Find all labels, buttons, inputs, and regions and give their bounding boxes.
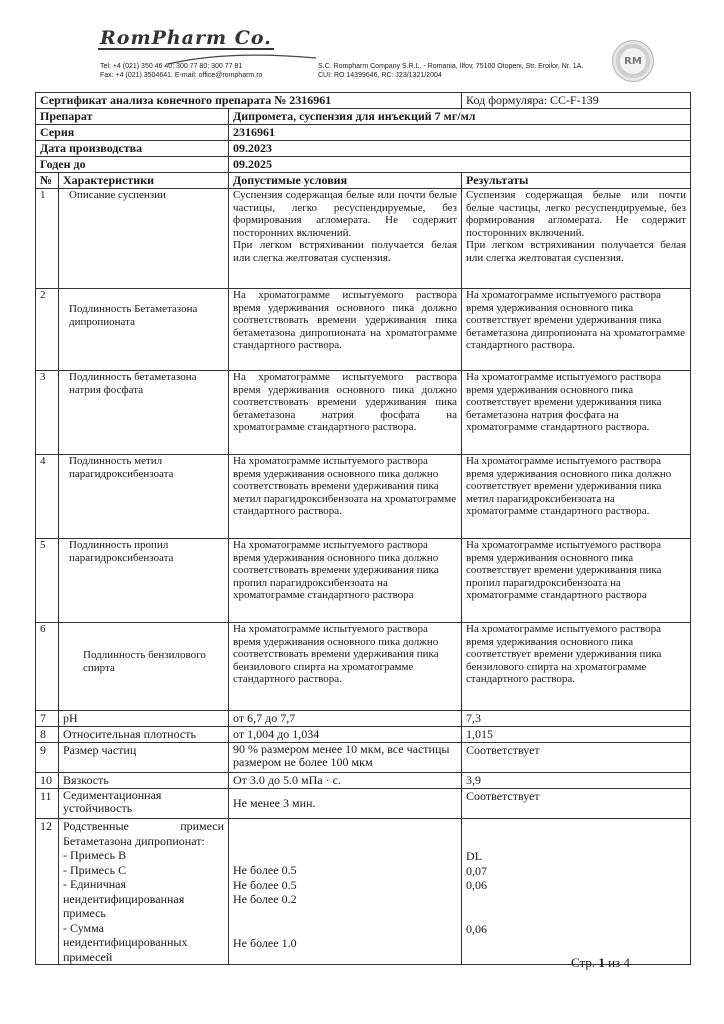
row-conditions: На хроматограмме испытуемого раствора время удерживания основного пика должно соответствовать времени удерживания пика пропил парагидроксибензоата на хроматограмме стандартного раствора	[229, 539, 462, 623]
impurities-heading: Родственные примеси	[63, 819, 224, 833]
row-result: 1,015	[462, 727, 691, 743]
meta-label: Препарат	[36, 109, 229, 125]
page-sep: из	[608, 955, 621, 970]
row-characteristic: pH	[59, 711, 229, 727]
row-result: На хроматограмме испытуемого раствора время удерживания основного пика соответствует времени удерживания пика бензилового спирта на хроматограмме стандартного раствора.	[462, 623, 691, 711]
meta-row-batch	[36, 125, 691, 141]
certificate-title: Сертификат анализа конечного препарата № 2316961	[36, 93, 462, 109]
conditions-text-2: При легком встряхивании получается белая или слегка желтоватая суспензия.	[233, 239, 458, 264]
meta-value: 2316961	[229, 125, 691, 141]
row-characteristic: Седиментационная устойчивость	[59, 789, 229, 819]
page-prefix: Стр.	[571, 955, 596, 970]
meta-value: 09.2025	[229, 157, 691, 173]
fax-line: Fax: +4 (021) 3504641. E-mail: office@rompharm.ro	[100, 72, 263, 79]
impurity-name: - Примесь C	[63, 862, 127, 877]
col-num-header: №	[36, 173, 59, 189]
row-result: На хроматограмме испытуемого раствора время удерживания основного пика соответствует времени удерживания пика бетаметазона натрия фосфата на хроматограмме стандартного раствора.	[462, 371, 691, 455]
row-num: 4	[36, 455, 59, 539]
impurity-result: 0,06	[466, 921, 488, 936]
meta-value: Дипромета, суспензия для инъекций 7 мг/мл	[229, 109, 691, 125]
col-characteristic-header: Характеристики	[59, 173, 229, 189]
table-row	[36, 727, 691, 743]
certificate-title-row	[36, 93, 691, 109]
meta-row-product	[36, 109, 691, 125]
result-text: Суспензия содержащая белые или почти белые частицы, легко ресуспендируемые, без формирования агломерата. Не содержит посторонних включений.	[466, 189, 687, 239]
table-row	[36, 743, 691, 773]
table-row	[36, 773, 691, 789]
form-code: Код формуляра: CC-F-139	[462, 93, 691, 109]
page-current: 1	[598, 955, 605, 970]
row-num: 3	[36, 371, 59, 455]
impurity-name: - Сумма неидентифицированных примесей	[63, 920, 188, 964]
row-num: 11	[36, 789, 59, 819]
table-row	[36, 819, 691, 965]
impurity-limit: Не более 0.2	[233, 892, 297, 906]
table-row	[36, 789, 691, 819]
table-row	[36, 371, 691, 455]
row-conditions: На хроматограмме испытуемого раствора время удерживания основного пика должно соответствовать времени удерживания пика бетаметазона натрия фосфата на хроматограмме стандартного раствора.	[229, 371, 462, 455]
impurities-subheading: Бетаметазона дипропионат:	[63, 833, 205, 848]
col-conditions-header: Допустимые условия	[229, 173, 462, 189]
row-result: На хроматограмме испытуемого раствора время удерживания основного пика должно соответствует времени удерживания пика метил парагидроксибензоата на хроматограмме стандартного раствора.	[462, 455, 691, 539]
address-block	[318, 62, 583, 80]
row-conditions	[229, 819, 462, 965]
row-conditions: От 3.0 до 5.0 мПа · с.	[229, 773, 462, 789]
row-characteristic: Подлинность метил парагидроксибензоата	[59, 455, 229, 539]
table-row	[36, 189, 691, 289]
meta-label: Серия	[36, 125, 229, 141]
row-result: 3,9	[462, 773, 691, 789]
registration-line: CUI: RO 14399646, RC: J23/1321/2004	[318, 72, 442, 79]
impurity-limit: Не более 0.5	[233, 877, 297, 892]
row-num: 8	[36, 727, 59, 743]
row-characteristic: Подлинность бетаметазона натрия фосфата	[59, 371, 229, 455]
phone-line: Tel: +4 (021) 350 46 40; 300 77 80; 300 77 81	[100, 63, 243, 70]
row-characteristic: Подлинность пропил парагидроксибензоата	[59, 539, 229, 623]
meta-row-expiry	[36, 157, 691, 173]
row-conditions: Не менее 3 мин.	[229, 789, 462, 819]
impurity-name: - Единичная неидентифицированная примесь	[63, 877, 185, 920]
table-row	[36, 623, 691, 711]
table-row	[36, 711, 691, 727]
company-seal-icon: RM	[612, 40, 654, 82]
row-num: 6	[36, 623, 59, 711]
page-number	[571, 955, 630, 971]
table-row	[36, 455, 691, 539]
row-characteristic: Вязкость	[59, 773, 229, 789]
column-header-row	[36, 173, 691, 189]
row-conditions: На хроматограмме испытуемого раствора время удерживания основного пика должно соответствовать времени удерживания пика метил парагидроксибензоата на хроматограмме стандартного раствора.	[229, 455, 462, 539]
impurity-result: DL	[466, 849, 483, 863]
row-result	[462, 819, 691, 965]
meta-label: Дата производства	[36, 141, 229, 157]
conditions-text: Суспензия содержащая белые или почти белые частицы, легко ресуспендируемые, без формирования агломерата. Не содержит посторонних включений.	[233, 189, 458, 239]
certificate-table	[35, 92, 691, 965]
impurity-result: 0,07	[466, 863, 488, 878]
row-conditions: На хроматограмме испытуемого раствора время удерживания основного пика должно соответствовать времени удерживания пика бензилового спирта на хроматограмме стандартного раствора.	[229, 623, 462, 711]
result-text-2: При легком встряхивании получается белая или слегка желтоватая суспензия.	[466, 239, 687, 264]
row-num: 9	[36, 743, 59, 773]
row-characteristic: Относительная плотность	[59, 727, 229, 743]
impurity-limit: Не более 0.5	[233, 863, 297, 877]
row-characteristic: Описание суспензии	[59, 189, 229, 289]
impurity-name: - Примесь B	[63, 848, 127, 862]
row-characteristic: Размер частиц	[59, 743, 229, 773]
row-result: Соответствует	[462, 743, 691, 773]
row-result: На хроматограмме испытуемого раствора время удерживания основного пика соответствует времени удерживания пика бетаметазона дипропионата на хроматограмме стандартного раствора.	[462, 289, 691, 371]
row-conditions: от 1,004 до 1,034	[229, 727, 462, 743]
page-total: 4	[623, 955, 630, 970]
impurity-result: 0,06	[466, 878, 488, 892]
row-num: 10	[36, 773, 59, 789]
contact-block	[100, 62, 262, 80]
letterhead	[0, 0, 724, 92]
row-result: Соответствует	[462, 789, 691, 819]
row-num: 5	[36, 539, 59, 623]
row-conditions: 90 % размером менее 10 мкм, все частицы размером не более 100 мкм	[229, 743, 462, 773]
col-results-header: Результаты	[462, 173, 691, 189]
table-row	[36, 289, 691, 371]
impurity-limit: Не более 1.0	[233, 935, 297, 950]
meta-value: 09.2023	[229, 141, 691, 157]
row-num: 2	[36, 289, 59, 371]
row-num: 7	[36, 711, 59, 727]
row-conditions	[229, 189, 462, 289]
row-conditions: от 6,7 до 7,7	[229, 711, 462, 727]
table-row	[36, 539, 691, 623]
meta-row-manufacture-date	[36, 141, 691, 157]
row-num: 12	[36, 819, 59, 965]
row-conditions: На хроматограмме испытуемого раствора время удерживания основного пика должно соответствовать времени удерживания пика бетаметазона дипропионата на хроматограмме стандартного раствора.	[229, 289, 462, 371]
row-num: 1	[36, 189, 59, 289]
row-result	[462, 189, 691, 289]
row-result: На хроматограмме испытуемого раствора время удерживания основного пика соответствует времени удерживания пика пропил парагидроксибензоата на хроматограмме стандартного раствора	[462, 539, 691, 623]
row-characteristic	[59, 819, 229, 965]
address-line: S.C. Rompharm Company S.R.L. - Romania, Ilfov, 75100 Otopeni, Str. Eroilor, Nr. 1A.	[318, 63, 584, 70]
company-logo: RomPharm Co.	[100, 27, 272, 49]
row-characteristic: Подлинность Бетаметазона дипропионата	[59, 289, 229, 371]
row-result: 7,3	[462, 711, 691, 727]
meta-label: Годен до	[36, 157, 229, 173]
row-characteristic: Подлинность бензилового спирта	[59, 623, 229, 711]
